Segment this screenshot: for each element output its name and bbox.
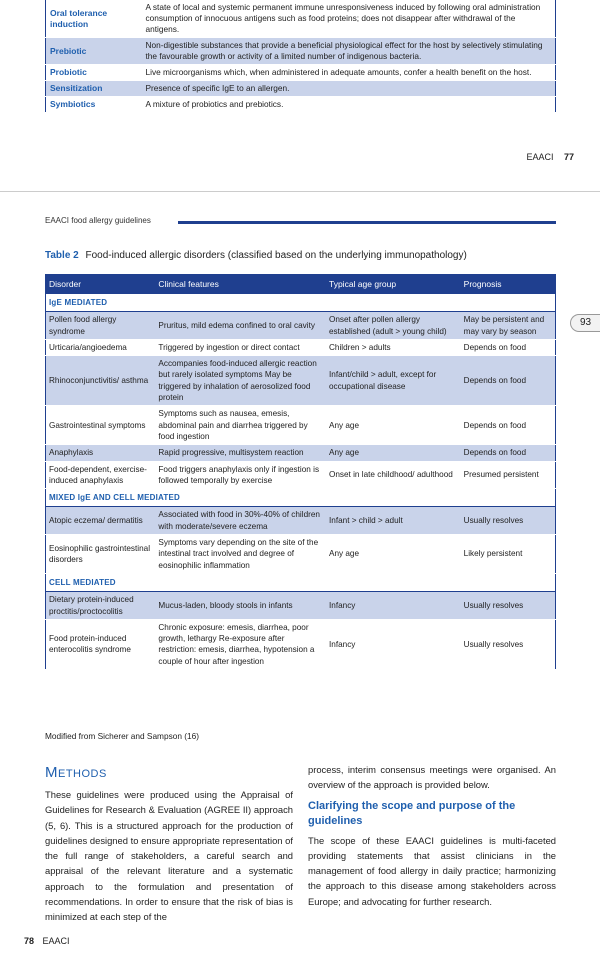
page-footer-77 (526, 152, 574, 162)
definition-text: A mixture of probiotics and prebiotics. (142, 97, 556, 113)
column-header: Prognosis (461, 274, 556, 294)
column-header: Disorder (46, 274, 156, 294)
section-row (46, 573, 556, 591)
table-row (46, 356, 556, 406)
definition-term: Sensitization (46, 81, 142, 97)
table-cell: Presumed persistent (461, 461, 556, 489)
running-head-rule (178, 221, 556, 224)
table-cell: Triggered by ingestion or direct contact (155, 339, 326, 355)
table-cell: Any age (326, 406, 461, 445)
table-cell: Food triggers anaphylaxis only if ingestion is followed temporally by exercise (155, 461, 326, 489)
definition-row (46, 97, 556, 113)
section-row (46, 489, 556, 507)
definition-row (46, 65, 556, 81)
table-cell: Mucus-laden, bloody stools in infants (155, 592, 326, 620)
table-cell: Onset in late childhood/ adulthood (326, 461, 461, 489)
definitions-table (45, 0, 556, 113)
table-caption (45, 250, 467, 261)
table-cell: Infant/child > adult, except for occupational disease (326, 356, 461, 406)
footer-journal: EAACI (42, 936, 70, 946)
table-cell: Likely persistent (461, 535, 556, 574)
footer-journal: EAACI (526, 152, 554, 162)
table-cell: Associated with food in 30%-40% of children with moderate/severe eczema (155, 507, 326, 535)
table-row (46, 619, 556, 669)
table-row (46, 445, 556, 461)
definition-text: Presence of specific IgE to an allergen. (142, 81, 556, 97)
page-footer-78 (24, 936, 70, 946)
footer-page-number: 77 (563, 152, 574, 162)
section-row (46, 294, 556, 312)
table-cell: Depends on food (461, 356, 556, 406)
table-cell: Pruritus, mild edema confined to oral cavity (155, 312, 326, 340)
definition-term: Probiotic (46, 65, 142, 81)
section-title: IgE MEDIATED (46, 294, 556, 312)
methods-paragraph: These guidelines were produced using the Appraisal of Guidelines for Research & Evaluation (AGREE II) approach (5, 6). This is a structured approach for the production of guidelines designed to ensure appropriate representation of the full range of stakeholders, a careful search and appraisal of the relevant literature and a systematic approach to the formulation and presentation of recommendations. In order to ensure that the risk of bias is minimized at each step of the (45, 789, 293, 923)
definition-row (46, 0, 556, 38)
table-cell: Gastrointestinal symptoms (46, 406, 156, 445)
definition-term: Symbiotics (46, 97, 142, 113)
table-cell: Food-dependent, exercise-induced anaphylaxis (46, 461, 156, 489)
column-header: Typical age group (326, 274, 461, 294)
definition-text: A state of local and systemic permanent immune unresponsiveness induced by following oral administration consumption of innocuous antigens such as food proteins; does not disappear after withdrawal of the antigens. (142, 0, 556, 38)
table-cell: Any age (326, 535, 461, 574)
table-cell: Children > adults (326, 339, 461, 355)
table-cell: Usually resolves (461, 592, 556, 620)
table-cell: Anaphylaxis (46, 445, 156, 461)
scope-subheading: Clarifying the scope and purpose of the guidelines (308, 799, 516, 827)
table-cell: Chronic exposure: emesis, diarrhea, poor growth, lethargy Re-exposure after restriction: emesis, diarrhea, hypotension a couple of hour after ingestion (155, 619, 326, 669)
table-label: Table 2 (45, 250, 79, 261)
footer-page-number: 78 (24, 936, 35, 946)
left-column (45, 764, 293, 925)
table-row (46, 461, 556, 489)
table-row (46, 535, 556, 574)
table-cell: Atopic eczema/ dermatitis (46, 507, 156, 535)
page-78 (0, 192, 600, 958)
table-cell: May be persistent and may vary by season (461, 312, 556, 340)
table-row (46, 339, 556, 355)
table-row (46, 312, 556, 340)
table-cell: Symptoms such as nausea, emesis, abdominal pain and diarrhea triggered by food ingestion (155, 406, 326, 445)
table-footnote: Modified from Sicherer and Sampson (16) (45, 731, 200, 741)
table-cell: Infancy (326, 592, 461, 620)
table-cell: Depends on food (461, 445, 556, 461)
column-header: Clinical features (155, 274, 326, 294)
table-cell: Rapid progressive, multisystem reaction (155, 445, 326, 461)
food-allergic-disorders-table (45, 274, 556, 670)
table-cell: Urticaria/angioedema (46, 339, 156, 355)
table-cell: Usually resolves (461, 507, 556, 535)
page-badge[interactable]: 93 (570, 314, 600, 332)
table-cell: Any age (326, 445, 461, 461)
table-cell: Dietary protein-induced proctitis/proctocolitis (46, 592, 156, 620)
table-cell: Pollen food allergy syndrome (46, 312, 156, 340)
table-cell: Infant > child > adult (326, 507, 461, 535)
table-cell: Infancy (326, 619, 461, 669)
table-cell: Rhinoconjunctivitis/ asthma (46, 356, 156, 406)
definition-row (46, 81, 556, 97)
definition-row (46, 38, 556, 65)
methods-paragraph-continued: process, interim consensus meetings were organised. An overview of the approach is provided below. (308, 764, 556, 791)
previous-page-fragment (0, 0, 600, 190)
table-cell: Eosinophilic gastrointestinal disorders (46, 535, 156, 574)
right-column (308, 762, 556, 909)
table-cell: Food protein-induced enterocolitis syndrome (46, 619, 156, 669)
table-row (46, 406, 556, 445)
table-row (46, 592, 556, 620)
definition-text: Live microorganisms which, when administered in adequate amounts, confer a health benefit on the host. (142, 65, 556, 81)
table-title: Food-induced allergic disorders (classified based on the underlying immunopathology) (85, 250, 467, 261)
section-title: CELL MEDIATED (46, 573, 556, 591)
table-row (46, 507, 556, 535)
table-cell: Depends on food (461, 339, 556, 355)
scope-paragraph: The scope of these EAACI guidelines is multi-faceted providing statements that assist clinicians in the management of food allergy in daily practice; harmonizing the approach to this disease among stakeholders across Europe; and advocating for further research. (308, 834, 556, 907)
table-cell: Accompanies food-induced allergic reaction but rarely isolated symptoms May be triggered by inhalation of aerosolized food protein (155, 356, 326, 406)
definition-term: Prebiotic (46, 38, 142, 65)
definition-text: Non-digestible substances that provide a beneficial physiological effect for the host by selectively stimulating the favourable growth or activity of a limited number of indigenous bacteria. (142, 38, 556, 65)
running-head: EAACI food allergy guidelines (45, 216, 151, 225)
table-cell: Onset after pollen allergy established (adult > young child) (326, 312, 461, 340)
table-cell: Symptoms vary depending on the site of the intestinal tract involved and degree of eosinophilic inflammation (155, 535, 326, 574)
definition-term: Oral tolerance induction (46, 0, 142, 38)
table-cell: Usually resolves (461, 619, 556, 669)
methods-heading: Methods (45, 764, 107, 781)
table-cell: Depends on food (461, 406, 556, 445)
section-title: MIXED IgE AND CELL MEDIATED (46, 489, 556, 507)
